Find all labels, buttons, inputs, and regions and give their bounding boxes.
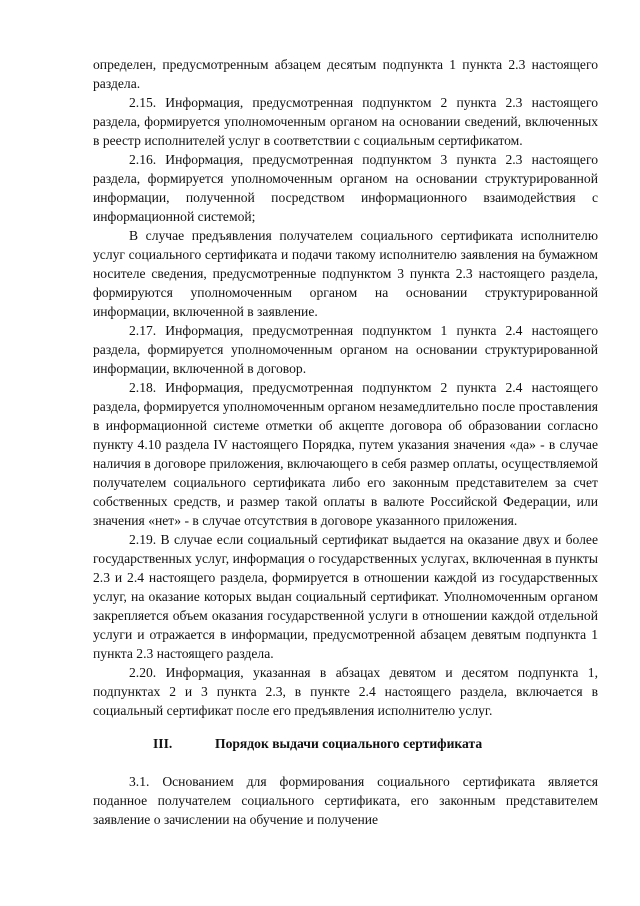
section-title: Порядок выдачи социального сертификата [215,736,483,751]
paragraph-2-20: 2.20. Информация, указанная в абзацах девятом и десятом подпункта 1, подпунктах 2 и 3 пункта 2.3, в пункте 2.4 настоящего раздела, включается в социальный сертификат после его предъявления исполнителю услуг. [93,665,598,718]
paragraph-2-19: 2.19. В случае если социальный сертификат выдается на оказание двух и более государственных услуг, информация о государственных услугах, включенная в пункты 2.3 и 2.4 настоящего раздела, формируется в отношении каждой из государственных услуг, на оказание которых выдан социальный сертификат. Уполномоченным органом закрепляется объем оказания государственной услуги в отношении каждой отдельной услуги и отражается в информации, предусмотренной абзацем девятым подпункта 1 пункта 2.3 настоящего раздела. [93,532,598,661]
paragraph-2-16: 2.16. Информация, предусмотренная подпунктом 3 пункта 2.3 настоящего раздела, формируется уполномоченным органом на основании структурированной информации, полученной посредством информационного взаимодействия с информационной системой; [93,152,598,224]
paragraph-3-1: 3.1. Основанием для формирования социального сертификата является поданное получателем социального сертификата, его законным представителем заявление о зачислении на обучение и получение [93,774,598,827]
paragraph-2-18: 2.18. Информация, предусмотренная подпунктом 2 пункта 2.4 настоящего раздела, формируется уполномоченным органом незамедлительно после проставления в информационной системе отметки об акцепте договора об образовании согласно пункту 4.10 раздела IV настоящего Порядка, путем указания значения «да» - в случае наличия в договоре приложения, включающего в себя размер оплаты, осуществляемой получателем социального сертификата либо его законным представителем за счет собственных средств, и размер такой оплаты в валюте Российской Федерации, или значения «нет» - в случае отсутствия в договоре указанного приложения. [93,380,598,528]
paragraph-continuation: определен, предусмотренным абзацем десятым подпункта 1 пункта 2.3 настоящего раздела. [93,57,598,91]
section-number: III. [153,736,173,751]
paragraph-2-16-addendum: В случае предъявления получателем социального сертификата исполнителю услуг социального сертификата и подачи такому исполнителю заявления на бумажном носителе сведения, предусмотренные подпунктом 3 пункта 2.3 настоящего раздела, формируются уполномоченным органом на основании структурированной информации, включенной в заявление. [93,228,598,319]
document-page [93,55,598,829]
paragraph-2-17: 2.17. Информация, предусмотренная подпунктом 1 пункта 2.4 настоящего раздела, формируется уполномоченным органом на основании структурированной информации, включенной в договор. [93,323,598,376]
section-heading [93,734,598,762]
paragraph-2-15: 2.15. Информация, предусмотренная подпунктом 2 пункта 2.3 настоящего раздела, формируется уполномоченным органом на основании сведений, включенных в реестр исполнителей услуг в соответствии с социальным сертификатом. [93,95,598,148]
